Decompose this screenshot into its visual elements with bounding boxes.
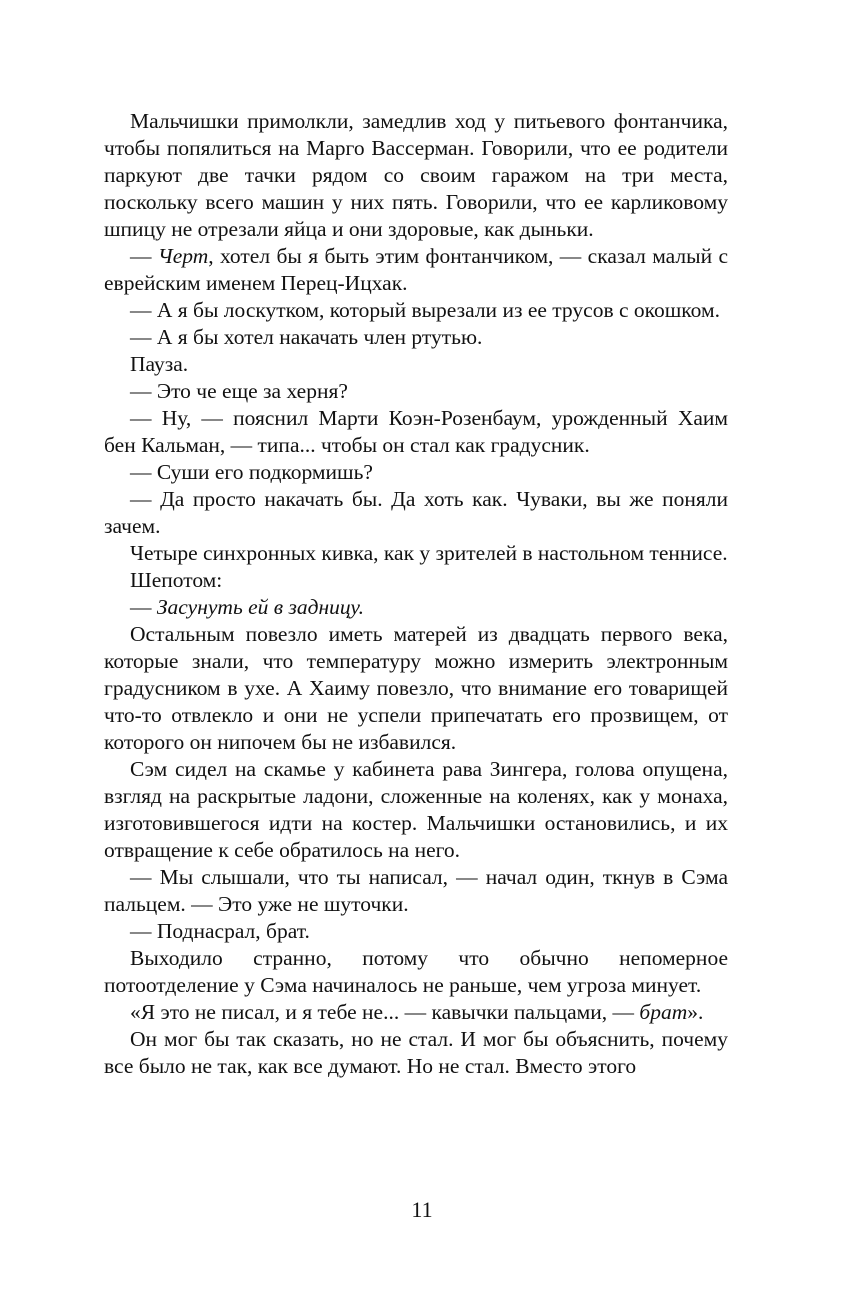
text-run: — А я бы лоскутком, который вырезали из ее трусов с окошком. (130, 298, 720, 322)
paragraph (104, 324, 728, 351)
text-run: — Да просто накачать бы. Да хоть как. Чуваки, вы же поняли зачем. (104, 487, 728, 538)
paragraph (104, 945, 728, 999)
paragraph (104, 243, 728, 297)
text-run: — А я бы хотел накачать член ртутью. (130, 325, 483, 349)
paragraph (104, 378, 728, 405)
text-run: — Поднасрал, брат. (130, 919, 310, 943)
text-run: — (130, 244, 158, 268)
text-run: Мальчишки примолкли, замедлив ход у питьевого фонтанчика, чтобы попялиться на Марго Вассерман. Говорили, что ее родители паркуют две тачки рядом со своим гаражом на три места, поскольку всего машин у них пять. Говорили, что ее карликовому шпицу не отрезали яйца и они здоровые, как дыньки. (104, 109, 728, 241)
text-run: Пауза. (130, 352, 189, 376)
paragraph (104, 864, 728, 918)
paragraph (104, 594, 728, 621)
paragraph (104, 108, 728, 243)
italic-run: брат (639, 1000, 688, 1024)
text-run: — Это че еще за херня? (130, 379, 348, 403)
text-run: — Суши его подкормишь? (130, 460, 373, 484)
text-run: , хотел бы я быть этим фонтанчиком, — сказал малый с еврейским именем Перец-Ицхак. (104, 244, 729, 295)
text-run: Остальным повезло иметь матерей из двадцать первого века, которые знали, что температуру можно измерить электронным градусником в ухе. А Хаиму повезло, что внимание его товарищей что-то отвлекло и они не успели припечатать его прозвищем, от которого он нипочем бы не избавился. (104, 622, 728, 754)
paragraph (104, 351, 728, 378)
text-run: Четыре синхронных кивка, как у зрителей в настольном теннисе. (130, 541, 728, 565)
text-run: Сэм сидел на скамье у кабинета рава Зингера, голова опущена, взгляд на раскрытые ладони, сложенные на коленях, как у монаха, изготовившегося идти на костер. Мальчишки остановились, и их отвращение к себе обратилось на него. (104, 757, 728, 862)
text-run: «Я это не писал, и я тебе не... — кавычки пальцами, — (130, 1000, 640, 1024)
italic-run: Засунуть ей в задницу. (156, 595, 364, 619)
paragraph (104, 621, 728, 756)
text-run: Выходило странно, потому что обычно непомерное потоотделение у Сэма начиналось не раньше, чем угроза минует. (104, 946, 728, 997)
paragraph (104, 1026, 728, 1080)
italic-run: Черт (157, 244, 209, 268)
text-run: ». (687, 1000, 704, 1024)
paragraph (104, 999, 728, 1026)
text-run: Шепотом: (130, 568, 223, 592)
paragraph (104, 486, 728, 540)
paragraph (104, 567, 728, 594)
text-run: — Мы слышали, что ты написал, — начал один, ткнув в Сэма пальцем. — Это уже не шуточки. (104, 865, 728, 916)
text-run: — Ну, — пояснил Марти Коэн-Розенбаум, урожденный Хаим бен Кальман, — типа... чтобы он стал как градусник. (104, 406, 728, 457)
paragraph (104, 540, 728, 567)
text-run: — (130, 595, 157, 619)
paragraph (104, 297, 728, 324)
paragraph (104, 918, 728, 945)
page-number: 11 (411, 1197, 433, 1222)
text-run: Он мог бы так сказать, но не стал. И мог бы объяснить, почему все было не так, как все думают. Но не стал. Вместо этого (104, 1027, 728, 1078)
paragraph (104, 756, 728, 864)
body-text (104, 108, 728, 1080)
paragraph (104, 459, 728, 486)
paragraph (104, 405, 728, 459)
